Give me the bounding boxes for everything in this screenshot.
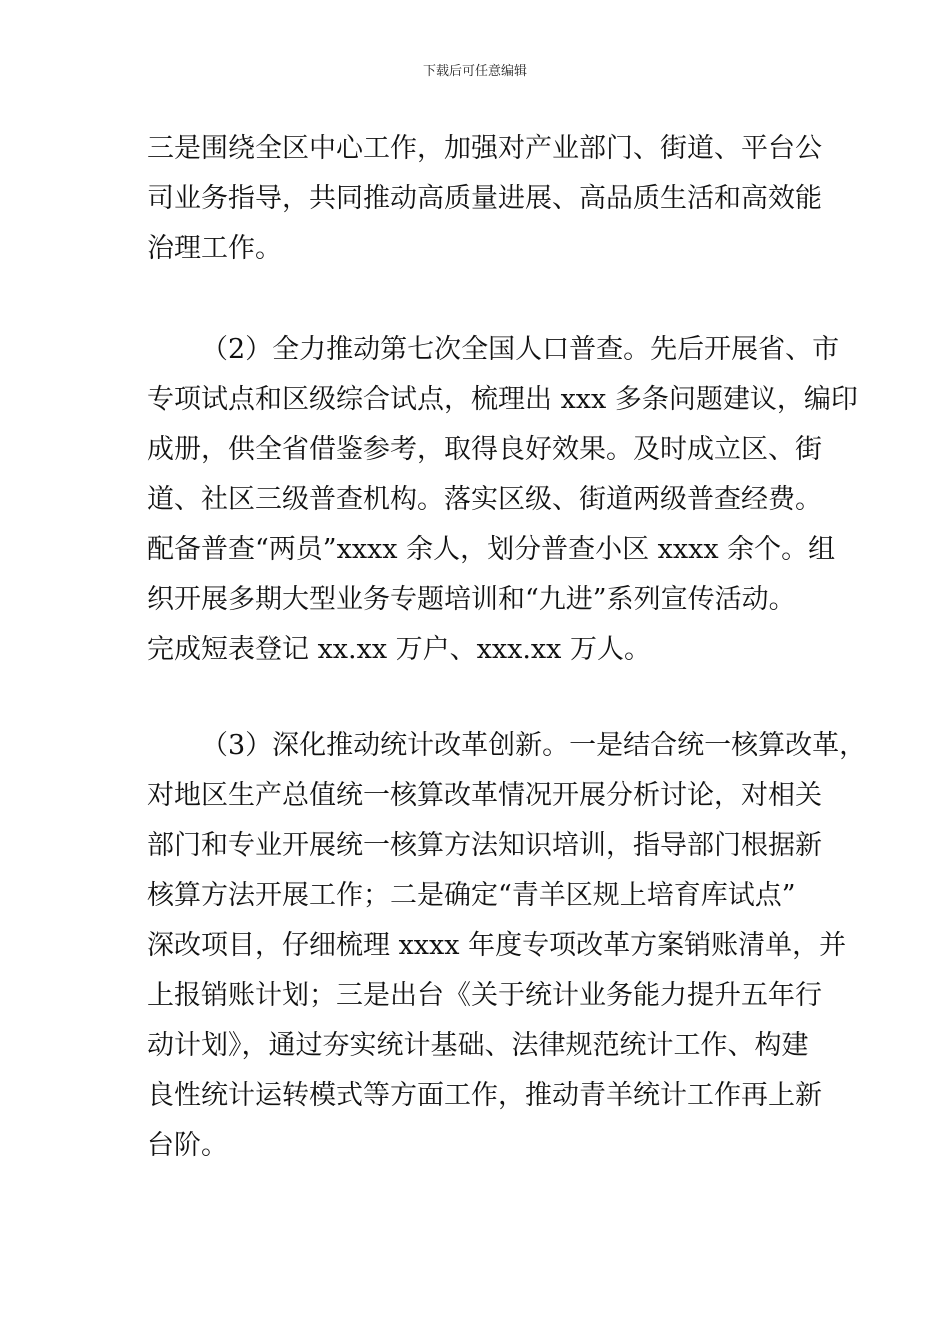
paragraph-line: （3）深化推动统计改革创新。一是结合统一核算改革， <box>201 730 867 761</box>
paragraph-line: 深改项目，仔细梳理 xxxx 年度专项改革方案销账清单，并 <box>147 930 847 961</box>
paragraph-line: 动计划》，通过夯实统计基础、法律规范统计工作、构建 <box>147 1030 809 1061</box>
paragraph-line: （2）全力推动第七次全国人口普查。先后开展省、市 <box>201 334 840 365</box>
page-header: 下载后可任意编辑 <box>422 64 527 79</box>
paragraph-line: 完成短表登记 xx.xx 万户、xxx.xx 万人。 <box>147 634 651 665</box>
paragraph-line: 台阶。 <box>147 1130 228 1161</box>
paragraph-line: 部门和专业开展统一核算方法知识培训，指导部门根据新 <box>147 830 822 861</box>
paragraph-line: 成册，供全省借鉴参考，取得良好效果。及时成立区、街 <box>147 434 822 465</box>
paragraph-line: 司业务指导，共同推动高质量进展、高品质生活和高效能 <box>147 183 822 214</box>
paragraph-line: 治理工作。 <box>147 233 282 264</box>
paragraph-line: 专项试点和区级综合试点，梳理出 xxx 多条问题建议，编印 <box>147 384 858 415</box>
paragraph-line: 良性统计运转模式等方面工作，推动青羊统计工作再上新 <box>147 1080 822 1111</box>
paragraph-line: 配备普查“两员”xxxx 余人，划分普查小区 xxxx 余个。组 <box>147 534 836 565</box>
paragraph-line: 上报销账计划；三是出台《关于统计业务能力提升五年行 <box>147 980 822 1011</box>
paragraph-line: 核算方法开展工作；二是确定“青羊区规上培育库试点” <box>147 880 796 911</box>
paragraph-line: 道、社区三级普查机构。落实区级、街道两级普查经费。 <box>147 484 822 515</box>
paragraph-line: 三是围绕全区中心工作，加强对产业部门、街道、平台公 <box>147 133 822 164</box>
paragraph-line: 对地区生产总值统一核算改革情况开展分析讨论，对相关 <box>147 780 822 811</box>
paragraph-line: 织开展多期大型业务专题培训和“九进”系列宣传活动。 <box>147 584 796 615</box>
